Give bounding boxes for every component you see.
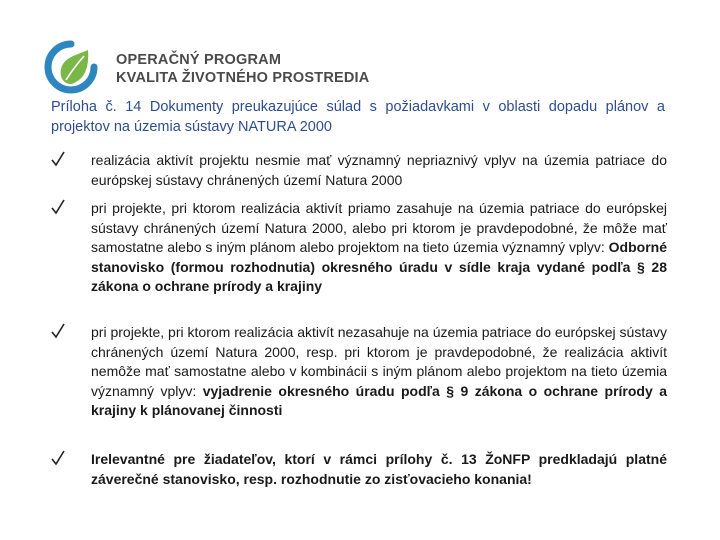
list-item-text [91,199,667,297]
list-item-body: realizácia aktivít projektu nesmie mať významný nepriaznivý vplyv na územia patriace do európskej sústavy chránených území Natura 2000 [91,152,667,188]
program-logo [44,40,370,94]
logo-line-1: OPERAČNÝ PROGRAM [116,52,282,68]
list-item-body: pri projekte, pri ktorom realizácia aktivít priamo zasahuje na územia patriace do európskej sústavy chránených území Natura 2000, alebo pri ktorom je pravdepodobné, že môže mať samostatne alebo s iným plánom alebo projektom na tieto územia významný vplyv: [91,200,667,255]
list-item-bold: Irelevantné pre žiadateľov, ktorí v rámci prílohy č. 13 ŽoNFP predkladajú platné záverečné stanovisko, resp. rozhodnutie zo zisťovacieho konania! [91,451,667,487]
circular-leaf-logo-icon [44,40,98,94]
logo-text [116,51,369,87]
page-heading: Príloha č. 14 Dokumenty preukazujúce súlad s požiadavkami v oblasti dopadu plánov a projektov na územia sústavy NATURA 2000 [51,99,665,135]
list-item-bold: vyjadrenie okresného úradu podľa § 9 zákona o ochrane prírody a krajiny k plánovanej činnosti [91,382,667,418]
logo-line-2: KVALITA ŽIVOTNÉHO PROSTREDIA [116,70,370,86]
list-item-text [91,450,667,489]
list-item-text [91,151,667,190]
checkmark-icon [51,199,65,215]
checkmark-icon [51,151,65,167]
list-item-body: pri projekte, pri ktorom realizácia aktivít nezasahuje na územia patriace do európskej sústavy chránených území Natura 2000, resp. pri ktorom je pravdepodobné, že realizácia aktivít nemôže mať samostatne alebo v kombinácii s iným plánom alebo projektom na tieto územia významný vplyv: [91,324,667,399]
checkmark-icon [51,323,65,339]
list-item-text [91,323,667,421]
list-item-bold: Odborné stanovisko (formou rozhodnutia) okresného úradu v sídle kraja vydané podľa § 28 zákona o ochrane prírody a krajiny [91,239,667,294]
checkmark-icon [51,450,65,466]
